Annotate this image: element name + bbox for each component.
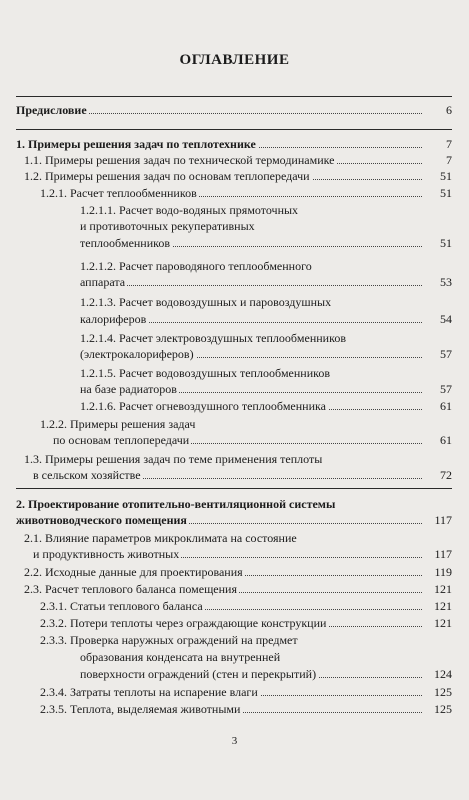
toc-entry-label: на базе радиаторов (80, 382, 177, 396)
toc-entry-1-2-1-1-line1: 1.2.1.1. Расчет водо-водяных прямоточных (80, 203, 299, 217)
toc-entry-2-3-3-line2: образования конденсата на внутренней (80, 650, 281, 664)
toc-entry-1-2-1-4-line1: 1.2.1.4. Расчет электровоздушных теплообменников (80, 331, 346, 345)
page-number: 3 (231, 735, 238, 747)
toc-entry-label: 1.2. Примеры решения задач по основам теплопередачи (24, 169, 310, 183)
toc-entry-page: 125 (422, 686, 452, 699)
toc-entry-label: 2.3.5. Теплота, выделяемая животными (40, 702, 241, 716)
toc-entry-label: 1.2.1.6. Расчет огневоздушного теплообменника (80, 399, 326, 413)
toc-entry-label: 2.3. Расчет теплового баланса помещения (24, 582, 237, 596)
toc-entry-page: 61 (422, 434, 452, 447)
toc-entry-1-2-1-1-line2: и противоточных рекуперативных (80, 219, 255, 233)
toc-entry-page: 117 (422, 514, 452, 527)
toc-entry-label: животноводческого помещения (16, 513, 187, 527)
toc-title: ОГЛАВЛЕНИЕ (179, 52, 290, 68)
toc-entry-label: 2.3.2. Потери теплоты через ограждающие конструкции (40, 616, 327, 630)
toc-entry-page: 121 (422, 600, 452, 613)
toc-entry-1-2-1-2-line1: 1.2.1.2. Расчет пароводяного теплообменного (80, 259, 312, 273)
toc-entry-label: по основам теплопередачи (40, 434, 191, 447)
toc-entry-page: 57 (422, 348, 452, 361)
toc-entry-page: 61 (422, 400, 452, 413)
toc-entry-label: (электрокалориферов) (80, 347, 194, 361)
toc-entry-2-3-3-line1: 2.3.3. Проверка наружных ограждений на предмет (40, 633, 298, 647)
toc-entry-page: 51 (422, 187, 452, 200)
toc-entry-label: и продуктивность животных (24, 548, 181, 561)
toc-entry-1-2-1-5-line1: 1.2.1.5. Расчет водовоздушных теплообменников (80, 366, 331, 380)
title-rule (16, 96, 452, 97)
toc-entry-label: 2.3.4. Затраты теплоты на испарение влаги (40, 685, 258, 699)
toc-entry-label: аппарата (80, 275, 126, 289)
toc-entry-page: 54 (422, 313, 452, 326)
toc-entry-page: 119 (422, 566, 452, 579)
toc-entry-page: 121 (422, 617, 452, 630)
toc-entry-page: 6 (422, 104, 452, 117)
toc-entry-label: 1.2.1. Расчет теплообменников (40, 186, 197, 200)
toc-entry-page: 7 (422, 138, 452, 151)
toc-entry-label: теплообменников (80, 236, 171, 250)
toc-entry-label: калориферов (80, 312, 147, 326)
toc-entry-page: 72 (422, 469, 452, 482)
toc-entry-page: 121 (422, 583, 452, 596)
toc-entry-1-2-2-line1: 1.2.2. Примеры решения задач (40, 417, 196, 431)
toc-entry-2-1-line1: 2.1. Влияние параметров микроклимата на состояние (24, 531, 297, 545)
toc-entry-label: в сельском хозяйстве (24, 469, 143, 482)
toc-entry-label: 2.3.1. Статьи теплового баланса (40, 599, 203, 613)
toc-entry-label: 2.2. Исходные данные для проектирования (24, 565, 243, 579)
section-rule (16, 129, 452, 130)
toc-entry-label: 1. Примеры решения задач по теплотехнике (16, 137, 256, 151)
toc-entry-label: 1.1. Примеры решения задач по технической термодинамике (24, 153, 335, 167)
toc-entry-page: 124 (422, 668, 452, 681)
toc-entry-section-2-line1: 2. Проектирование отопительно-вентиляционной системы (16, 497, 336, 511)
toc-entry-1-2-1-3-line1: 1.2.1.3. Расчет водовоздушных и паровоздушных (80, 295, 332, 309)
leader-dots (80, 285, 426, 286)
toc-entry-page: 125 (422, 703, 452, 716)
toc-entry-1-3-line1: 1.3. Примеры решения задач по теме применения теплоты (24, 452, 323, 466)
toc-entry-page: 51 (422, 170, 452, 183)
toc-entry-page: 7 (422, 154, 452, 167)
section-rule (16, 488, 452, 489)
toc-entry-label: Предисловие (16, 103, 87, 117)
toc-entry-label: поверхности ограждений (стен и перекрытий) (80, 667, 317, 681)
toc-entry-page: 53 (422, 276, 452, 289)
toc-entry-page: 57 (422, 383, 452, 396)
toc-entry-page: 117 (422, 548, 452, 561)
toc-entry-page: 51 (422, 237, 452, 250)
